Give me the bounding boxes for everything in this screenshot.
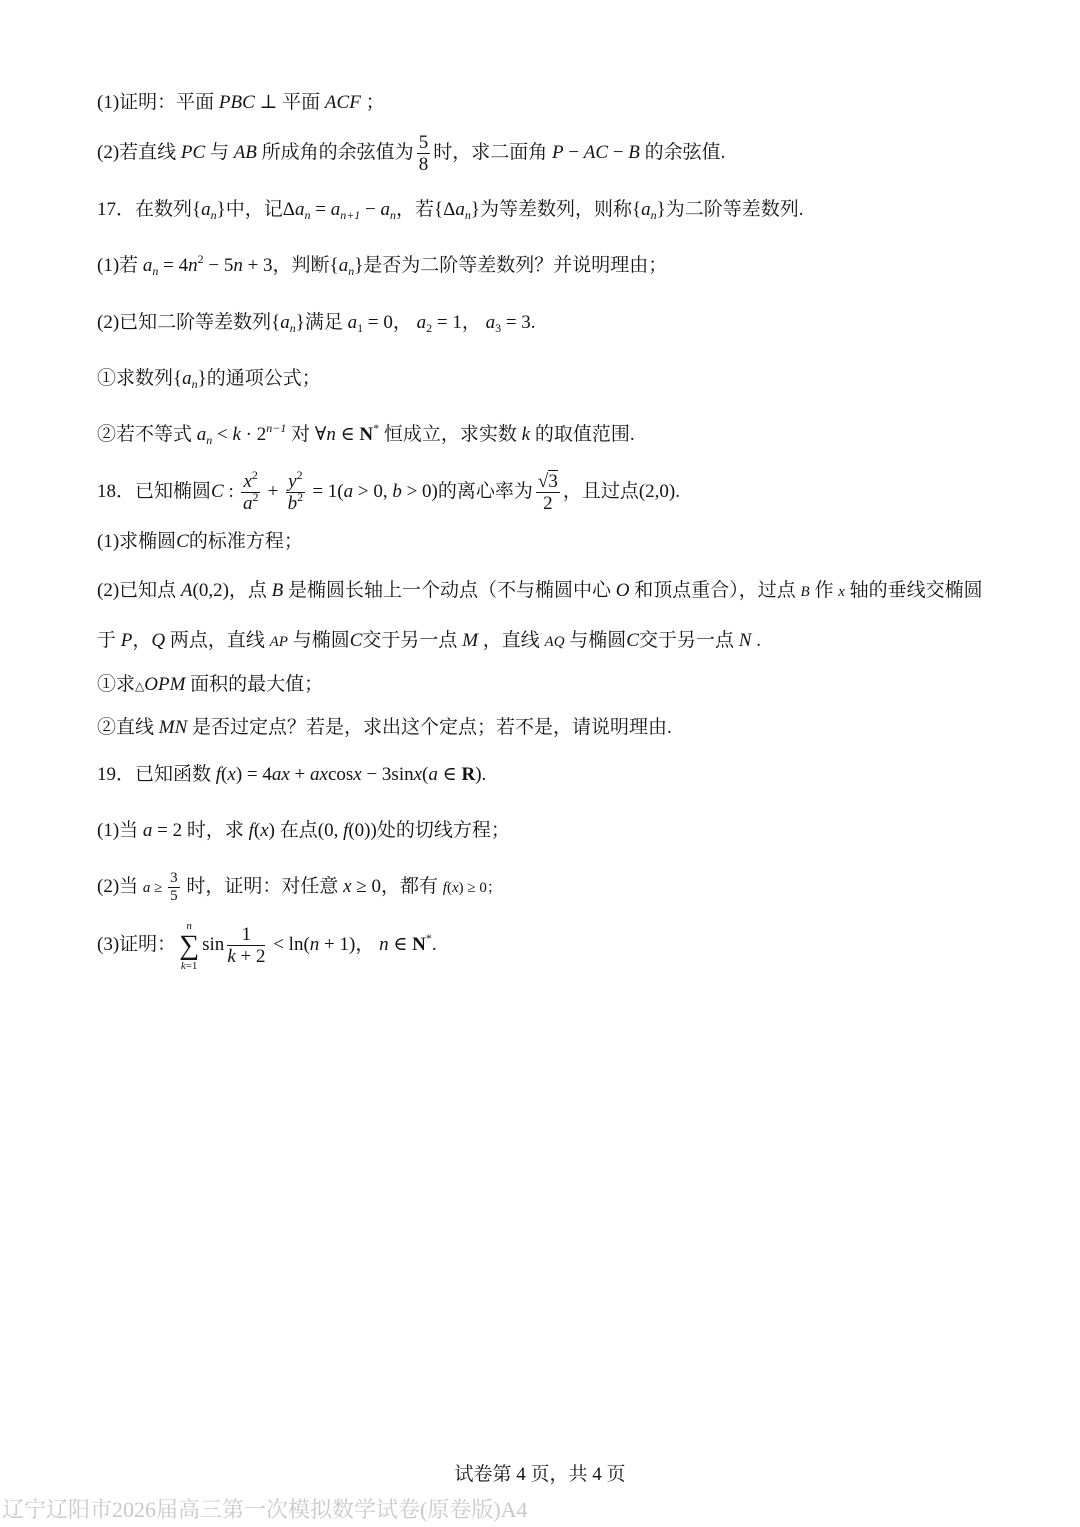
fraction-denominator: 5 [170,888,178,905]
point-name: O [615,580,630,601]
ellipse-name: C [211,481,224,502]
sequence-term: a [455,199,465,220]
q18-part2-sub1 [97,672,323,698]
fraction [417,132,431,175]
math-variable: b [392,481,402,502]
text-run: (1)若 [97,255,143,276]
text-run: ，直线 [478,630,545,651]
math-variable: a [142,880,151,896]
fraction-numerator [536,471,560,493]
q17-part1 [97,253,667,279]
text-run: ①求数列{ [97,368,183,389]
q18-part2-continued [97,628,761,654]
text-run: 与椭圆 [564,630,627,651]
math-variable: a [343,481,354,502]
superscript: 2 [296,468,303,483]
text-run: 19．已知函数 [97,764,216,785]
sequence-term: a [485,312,496,333]
text-run: ，且过点(2,0). [562,481,680,502]
math-variable: a [428,764,438,785]
text-run: < ln( [268,934,310,955]
function-name: f [248,820,254,841]
sequence-term: a [380,199,391,220]
math-variable: n [309,934,320,955]
plane-acf: ACF [324,92,361,113]
math-variable: B [628,142,640,163]
subscript: n [650,208,657,222]
text-run: 的取值范围. [530,424,635,445]
ellipse-name: C [626,630,639,651]
line-name: MN [158,717,188,738]
fraction-numerator: 1 [227,924,265,946]
function-name: f [343,820,349,841]
text-run: 是否过定点？若是，求出这个定点；若不是，请说明理由. [187,717,672,738]
natural-numbers-symbol: N [412,934,426,955]
fraction-numerator: 3 [170,870,178,887]
math-variable: x [227,764,236,785]
text-run: 17．在数列{ [97,199,202,220]
summation [179,920,199,972]
text-run: − [563,142,584,163]
q17-part2 [97,310,536,336]
ellipse-name: C [349,630,363,651]
superscript: 2 [297,490,304,505]
subscript: n [206,433,213,447]
text-run: : [223,481,239,502]
text-run: ， [132,630,152,651]
real-numbers-symbol: R [461,764,476,785]
fraction-denominator: 2 [543,493,553,515]
sequence-term: a [280,312,290,333]
triangle-symbol: △ [135,679,145,693]
sqrt-radicand: 3 [548,471,558,493]
math-variable: P [551,142,564,163]
fraction-denominator [286,490,304,515]
point-name: P [120,630,133,651]
sequence-term: a [142,255,153,276]
text-run: = 1( [307,481,344,502]
q17-part2-sub2 [97,422,635,448]
text-run: ∈ [437,764,462,785]
subscript: n [348,264,355,278]
text-run: ( [446,880,452,896]
math-variable: x [343,876,352,897]
subscript: n [289,321,296,335]
sequence-term: a [338,255,349,276]
text-run: · 2 [240,424,267,445]
text-run: = [310,199,331,220]
fraction-denominator [227,946,265,967]
subscript: n [152,264,159,278]
text-run: 交于另一点 [638,630,739,651]
text-run: ； [360,92,385,113]
summation-upper-limit: n [186,919,192,932]
text-run: (1)求椭圆 [97,531,177,552]
text-run: }为二阶等差数列. [656,199,804,220]
subscript: n+1 [340,208,361,222]
text-run: ②若不等式 [97,424,197,445]
text-run: 所成角的余弦值为 [256,142,414,163]
text-run: (1)证明：平面 [97,92,219,113]
text-run: 于 [97,630,121,651]
fraction [241,468,259,515]
text-run: 交于另一点 [362,630,463,651]
subscript: n [304,208,311,222]
prev-question-part1 [97,90,385,116]
math-variable: a [142,820,153,841]
text-run: < [212,424,233,445]
text-run: ①求 [97,674,136,695]
text-run: > 0, [353,481,393,502]
text-run: }为等差数列，则称{ [470,199,642,220]
text-run: =1 [185,959,198,972]
text-run: (2)已知二阶等差数列{ [97,312,281,333]
math-variable: x [451,880,459,896]
superscript: 2 [252,490,259,505]
fraction [168,870,180,905]
summation-sign: ∑ [179,929,200,961]
text-run: ) ≥ 0； [458,880,502,896]
text-run: = 2 时，求 [152,820,249,841]
math-variable: k [227,946,236,968]
text-run: − [608,142,629,163]
fraction-denominator: 8 [418,154,429,176]
math-variable: n [233,255,243,276]
text-run: ，若{Δ [396,199,456,220]
sequence-term: a [347,312,358,333]
text-run: 恒成立，求实数 [379,424,522,445]
text-run: 两点，直线 [165,630,270,651]
text-run: cos [327,764,354,785]
math-variable: b [287,493,298,515]
text-run: }满足 [295,312,348,333]
text-run: + [289,764,311,785]
text-run: 时，证明：对任意 [181,876,344,897]
ellipse-name: C [176,531,189,552]
text-run: (1)当 [97,820,143,841]
text-run: ( [221,764,228,785]
function-name: f [215,764,222,785]
text-run: 轴的垂线交椭圆 [844,580,983,601]
point-name: B [271,580,284,601]
natural-numbers-symbol: N [359,424,374,445]
text-run: ≥ [150,880,167,896]
subscript: n [464,208,471,222]
subscript: n [191,377,198,391]
math-variable: x [413,764,423,785]
subscript: 3 [495,321,502,335]
math-variable: k [232,424,241,445]
sequence-term: a [330,199,341,220]
sequence-term: a [641,199,651,220]
text-run: . [751,630,761,651]
q18-part2 [97,578,983,604]
line-pc: PC [180,142,206,163]
fraction [227,924,265,967]
text-run: (2)已知点 [97,580,181,601]
text-run: + 3，判断{ [242,255,339,276]
point-name: Q [151,630,166,651]
math-variable: ax [310,764,328,785]
line-name: AQ [544,634,565,650]
point-name: N [738,630,752,651]
text-run: ). [475,764,487,785]
point-name: M [462,630,479,651]
text-run: 作 [809,580,839,601]
superscript: 2 [251,468,258,483]
text-run: 18．已知椭圆 [97,481,212,502]
sequence-term: a [196,424,207,445]
text-run: sin [202,934,225,955]
subscript: n [390,208,397,222]
text-run: }中，记Δ [216,199,295,220]
math-variable: k [521,424,531,445]
superscript: * [425,931,432,945]
text-run: + 2 [235,946,266,968]
text-run: 是椭圆长轴上一个动点（不与椭圆中心 [283,580,616,601]
q19-part2 [97,870,502,905]
q18-part1 [97,529,303,555]
point-name: A [180,580,193,601]
fraction-numerator: 5 [418,132,429,154]
text-run: > 0)的离心率为 [401,481,533,502]
subscript: 1 [357,321,364,335]
sqrt-sign: √ [537,471,549,493]
fraction-denominator [241,490,259,515]
line-ab: AB [233,142,257,163]
text-run: ⊥ 平面 [254,92,325,113]
triangle-name: OPM [144,674,186,695]
text-run: 与 [205,142,234,163]
subscript: 2 [426,321,433,335]
fraction [286,468,304,515]
math-variable: AC [583,142,609,163]
q18-stem [97,468,680,515]
q17-stem [97,197,803,223]
sequence-term: a [182,368,192,389]
document-watermark: 辽宁辽阳市2026届高三第一次模拟数学试卷(原卷版)A4 [2,1497,528,1522]
text-run: − 3sin [361,764,414,785]
subscript: n [210,208,217,222]
text-run: . [431,934,437,955]
text-run: 时，求二面角 [433,142,552,163]
text-run: = 4 [158,255,189,276]
point-name: B [800,584,810,600]
math-variable: x [243,471,252,493]
text-run: 面积的最大值； [185,674,324,695]
text-run: + 1)， [319,934,380,955]
text-run: ≥ 0，都有 [351,876,443,897]
text-run: 的余弦值. [639,142,726,163]
text-run: (2)当 [97,876,143,897]
math-variable: n [379,934,389,955]
text-run: = 0， [363,312,417,333]
text-run: (3)证明： [97,934,177,955]
text-run: ) = 4 [235,764,272,785]
math-variable: ax [271,764,290,785]
text-run: 对 ∀ [286,424,327,445]
math-variable: x [260,820,269,841]
text-run: }是否为二阶等差数列？并说明理由； [354,255,668,276]
text-run: ∈ [335,424,360,445]
sequence-term: a [294,199,305,220]
text-run: (0))处的切线方程； [348,820,510,841]
math-variable: y [288,471,297,493]
summation-lower-limit [179,960,199,972]
function-name: f [442,880,447,896]
superscript: n−1 [266,421,287,435]
line-name: AP [269,634,288,650]
prev-question-part2 [97,132,726,176]
q19-part3 [97,919,437,972]
math-variable: k [180,959,186,972]
text-run: ) 在点(0, [268,820,344,841]
text-run: 和顶点重合），过点 [629,580,801,601]
page-footer: 试卷第 4 页，共 4 页 [454,1464,626,1485]
q18-part2-sub2 [97,715,672,741]
math-variable: x [353,764,362,785]
plane-pbc: PBC [218,92,255,113]
superscript: * [373,421,380,435]
q17-part2-sub1 [97,366,321,392]
text-run: ②直线 [97,717,159,738]
text-run: 的标准方程； [188,531,303,552]
sequence-term: a [416,312,427,333]
q19-stem [97,762,486,788]
superscript: 2 [197,252,204,266]
text-run: (2)若直线 [97,142,181,163]
text-run: }的通项公式； [197,368,321,389]
math-variable: n [188,255,198,276]
text-run: − 5 [203,255,234,276]
text-run: = 1， [432,312,486,333]
text-run: ( [253,820,261,841]
math-variable: n [326,424,336,445]
text-run: − [360,199,381,220]
text-run: + [262,481,284,502]
axis-name: x [838,584,845,600]
sequence-term: a [201,199,211,220]
text-run: 与椭圆 [287,630,350,651]
q19-part1 [97,818,510,844]
text-run: = 3. [501,312,536,333]
math-variable: a [242,493,253,515]
text-run: (0,2)，点 [192,580,272,601]
fraction [536,471,560,514]
text-run: ∈ [388,934,413,955]
text-run: ( [422,764,429,785]
